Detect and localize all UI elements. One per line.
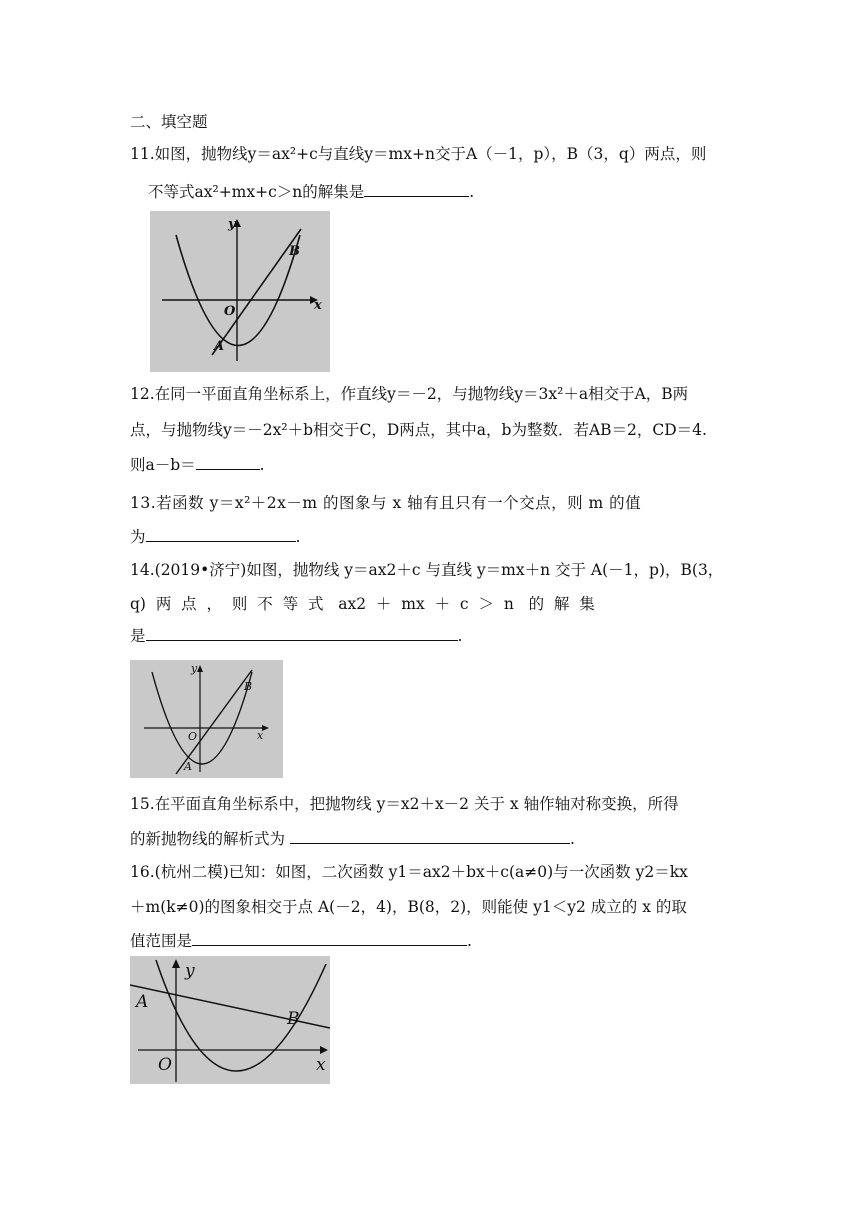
fig1-x-label: x bbox=[314, 298, 322, 313]
q16-line1: 16.(杭州二模)已知：如图，二次函数 y1＝ax2＋bx＋c(a≠0)与一次函数 y2＝kx bbox=[130, 863, 688, 881]
fig1-point-a: A bbox=[214, 339, 225, 354]
q14-line1: 14.(2019•济宁)如图，抛物线 y＝ax2＋c 与直线 y＝mx＋n 交于 A(－1，p)，B(3， bbox=[130, 561, 724, 579]
q16-text: 值范围是 bbox=[130, 932, 193, 950]
q12-end: . bbox=[259, 456, 265, 474]
q13-end: . bbox=[295, 528, 301, 546]
fig2-point-a: A bbox=[184, 760, 192, 773]
q15-text: 的新抛物线的解析式为 bbox=[130, 830, 286, 848]
answer-blank-13[interactable] bbox=[146, 525, 296, 542]
answer-blank-11[interactable] bbox=[364, 180, 469, 197]
fig3-x-label: x bbox=[316, 1055, 326, 1075]
q15-line2 bbox=[130, 827, 575, 851]
q12-line2: 点，与抛物线y＝－2x²＋b相交于C，D两点，其中a，b为整数．若AB＝2，CD＝4. bbox=[130, 421, 707, 439]
answer-blank-15[interactable] bbox=[290, 827, 570, 844]
fig2-y-label: y bbox=[191, 662, 198, 675]
q13-text: 为 bbox=[130, 528, 146, 546]
q11-line2 bbox=[148, 180, 474, 204]
fig2-origin-label: O bbox=[188, 730, 198, 743]
q16-end: . bbox=[467, 932, 472, 950]
q14-text: 是 bbox=[130, 627, 146, 645]
fig3-origin-label: O bbox=[158, 1055, 172, 1075]
fig1-y-label: y bbox=[228, 217, 236, 232]
q15-end: . bbox=[569, 830, 575, 848]
q11-line1: 11.如图，抛物线y＝ax²+c与直线y＝mx+n交于A（－1，p），B（3，q）两点，则 bbox=[130, 145, 707, 163]
fig2-x-label: x bbox=[257, 729, 264, 742]
q14-end: . bbox=[457, 627, 463, 645]
answer-blank-12[interactable] bbox=[196, 453, 260, 470]
figure-q11 bbox=[150, 211, 330, 372]
q13-line2 bbox=[130, 525, 300, 549]
q11-end: . bbox=[469, 183, 475, 201]
q16-line2: ＋m(k≠0)的图象相交于点 A(－2，4)，B(8，2)，则能使 y1＜y2 成立的 x 的取 bbox=[130, 898, 687, 916]
figure-q16 bbox=[130, 956, 330, 1084]
figure-q14 bbox=[130, 660, 283, 778]
q11-text: 不等式ax²+mx+c＞n的解集是 bbox=[148, 183, 365, 201]
q14-line3 bbox=[130, 624, 462, 648]
fig1-point-b: B bbox=[289, 244, 300, 259]
q15-line1: 15.在平面直角坐标系中，把抛物线 y＝x2＋x－2 关于 x 轴作轴对称变换，所得 bbox=[130, 795, 679, 813]
section-title: 二、填空题 bbox=[130, 113, 208, 131]
fig3-y-label: y bbox=[185, 961, 195, 981]
q13-line1: 13.若函数 y＝x²＋2x－m 的图象与 x 轴有且只有一个交点，则 m 的值 bbox=[130, 494, 642, 512]
fig3-point-a: A bbox=[136, 992, 149, 1012]
q16-line3 bbox=[130, 929, 472, 953]
answer-blank-16[interactable] bbox=[192, 929, 467, 946]
q12-line1: 12.在同一平面直角坐标系上，作直线y＝－2，与抛物线y＝3x²＋a相交于A，B两 bbox=[130, 385, 689, 403]
answer-blank-14[interactable] bbox=[146, 624, 458, 641]
fig2-point-b: B bbox=[244, 680, 253, 693]
q12-text: 则a－b＝ bbox=[130, 456, 196, 474]
q12-line3 bbox=[130, 453, 265, 477]
fig1-origin-label: O bbox=[224, 304, 236, 319]
q14-line2: q) 两 点 ， 则 不 等 式 ax2 ＋ mx ＋ c ＞ n 的 解 集 bbox=[130, 595, 595, 613]
fig3-point-b: B bbox=[287, 1009, 300, 1029]
